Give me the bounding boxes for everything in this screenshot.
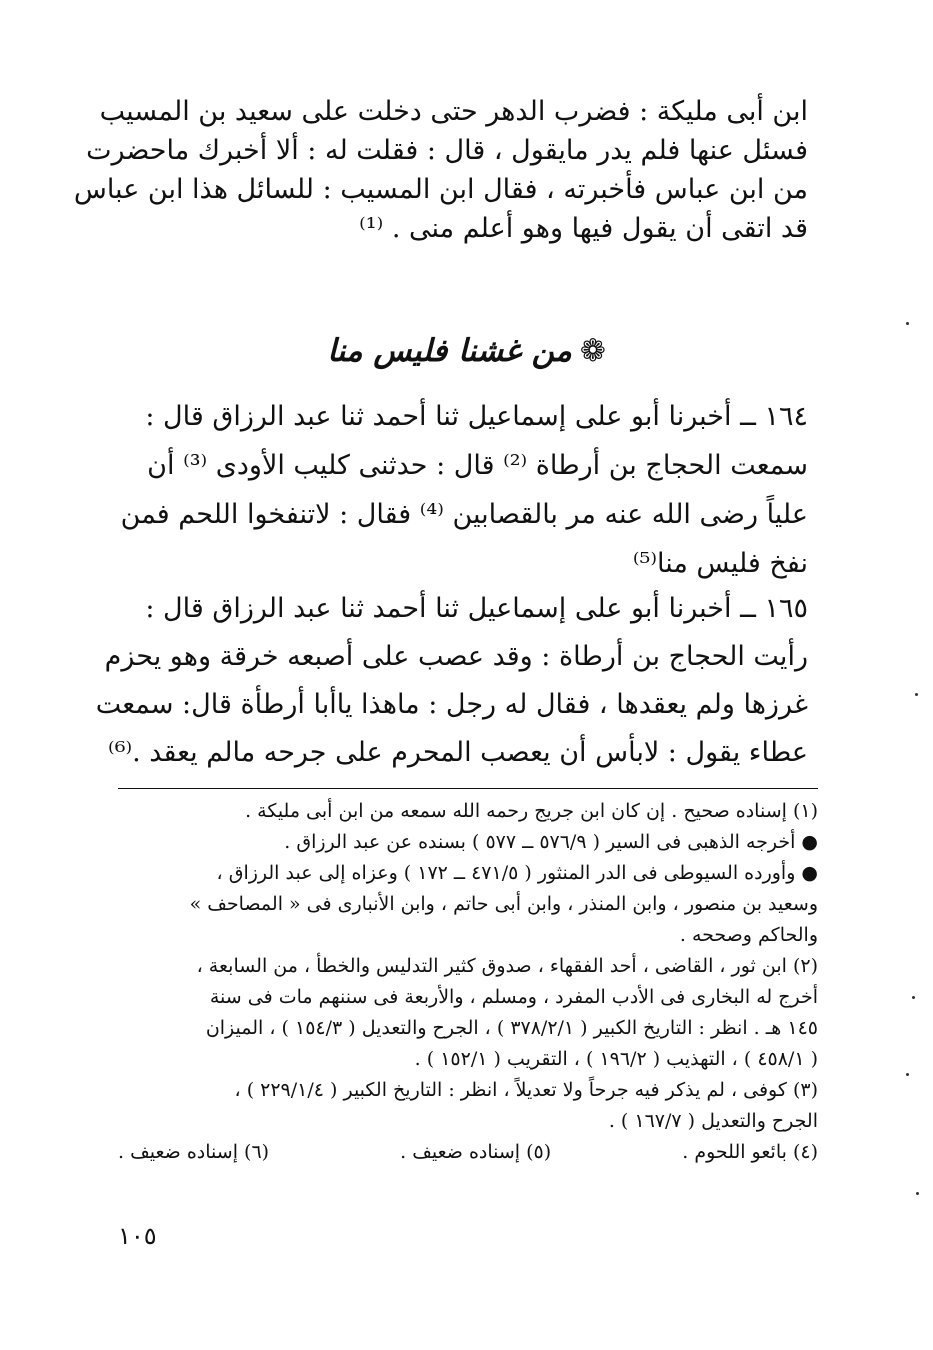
- scan-speck: [912, 996, 915, 999]
- scan-speck: [906, 1073, 909, 1076]
- text-line: عطاء يقول : لابأس أن يعصب المحرم على جرحه مالم يعقد .⁽⁶⁾: [108, 737, 808, 768]
- footnote-line: والحاكم وصححه .: [679, 924, 818, 946]
- footnote-line: (٣) كوفى ، لم يذكر فيه جرحاً ولا تعديلاً ، انظر : التاريخ الكبير ( ٢٢٩/١/٤ ) ،: [234, 1079, 818, 1101]
- text-line: ١٦٤ ــ أخبرنا أبو على إسماعيل ثنا أحمد ثنا عبد الرزاق قال :: [145, 401, 808, 432]
- footnote-line: ( ٤٥٨/١ ) ، التهذيب ( ١٩٦/٢ ) ، التقريب ( ١٥٢/١ ) .: [414, 1048, 818, 1070]
- opening-paragraph: [73, 92, 808, 248]
- text-line: ١٦٥ ــ أخبرنا أبو على إسماعيل ثنا أحمد ثنا عبد الرزاق قال :: [145, 593, 808, 624]
- text-line: فسئل عنها فلم يدر مايقول ، قال : فقلت له : ألا أخبرك ماحضرت: [86, 135, 808, 166]
- footnote-line: ● وأورده السيوطى فى الدر المنثور ( ٤٧١/٥ ــ ١٧٢ ) وعزاه إلى عبد الرزاق ،: [216, 862, 818, 884]
- footnote-line: ● أخرجه الذهبى فى السير ( ٥٧٦/٩ ــ ٥٧٧ ) بسنده عن عبد الرزاق .: [284, 831, 818, 853]
- footnote-4: (٤) بائعو اللحوم .: [682, 1141, 818, 1163]
- scan-speck: [916, 1192, 919, 1195]
- footnote-line: أخرج له البخارى فى الأدب المفرد ، ومسلم ، والأربعة فى سننهم مات فى سنة: [209, 986, 818, 1008]
- text-line: رأيت الحجاج بن أرطاة : وقد عصب على أصبعه خرقة وهو يحزم: [104, 641, 808, 672]
- scan-speck: [915, 693, 918, 696]
- footnotes: [118, 796, 818, 1168]
- text-line: من ابن عباس فأخبرته ، فقال ابن المسيب : للسائل هذا ابن عباس: [73, 174, 808, 205]
- text-line: ابن أبى مليكة : فضرب الدهر حتى دخلت على سعيد بن المسيب: [99, 96, 808, 127]
- footnote-line: ١٤٥ هـ . انظر : التاريخ الكبير ( ٣٧٨/٢/١ ) ، الجرح والتعديل ( ١٥٤/٣ ) ، الميزان: [205, 1017, 818, 1039]
- footnote-5: (٥) إسناده ضعيف .: [400, 1141, 552, 1163]
- hadith-165: [95, 585, 808, 777]
- footnote-line: (٢) ابن ثور ، القاضى ، أحد الفقهاء ، صدوق كثير التدليس والخطأ ، من السابعة ،: [196, 955, 818, 977]
- footnote-line: الجرح والتعديل ( ١٦٧/٧ ) .: [608, 1110, 818, 1132]
- footnote-line: وسعيد بن منصور ، وابن المنذر ، وابن أبى حاتم ، وابن الأنبارى فى « المصاحف »: [189, 893, 818, 915]
- scan-speck: [906, 322, 909, 325]
- footnote-6: (٦) إسناده ضعيف .: [118, 1141, 270, 1163]
- text-line: غرزها ولم يعقدها ، فقال له رجل : ماهذا ياأبا أرطأة قال: سمعت: [95, 689, 808, 720]
- text-line: نفخ فليس منا⁽⁵⁾: [632, 548, 808, 579]
- section-heading-text: من غشنا فليس منا: [327, 333, 572, 369]
- text-line: قد اتقى أن يقول فيها وهو أعلم منى . ⁽¹⁾: [359, 213, 808, 244]
- flower-ornament-icon: ❁: [579, 333, 606, 369]
- page-number: ١٠٥: [118, 1222, 157, 1250]
- footnote-line: (١) إسناده صحيح . إن كان ابن جريج رحمه الله سمعه من ابن أبى مليكة .: [245, 800, 818, 822]
- text-line: سمعت الحجاج بن أرطاة ⁽²⁾ قال : حدثنى كليب الأودى ⁽³⁾ أن: [147, 450, 808, 481]
- text-line: علياً رضى الله عنه مر بالقصابين ⁽⁴⁾ فقال : لاتنفخوا اللحم فمن: [120, 499, 808, 530]
- hadith-164: [118, 392, 808, 588]
- footnote-separator: [118, 788, 818, 789]
- footnote-short-row: [118, 1137, 818, 1168]
- section-heading: [0, 326, 933, 376]
